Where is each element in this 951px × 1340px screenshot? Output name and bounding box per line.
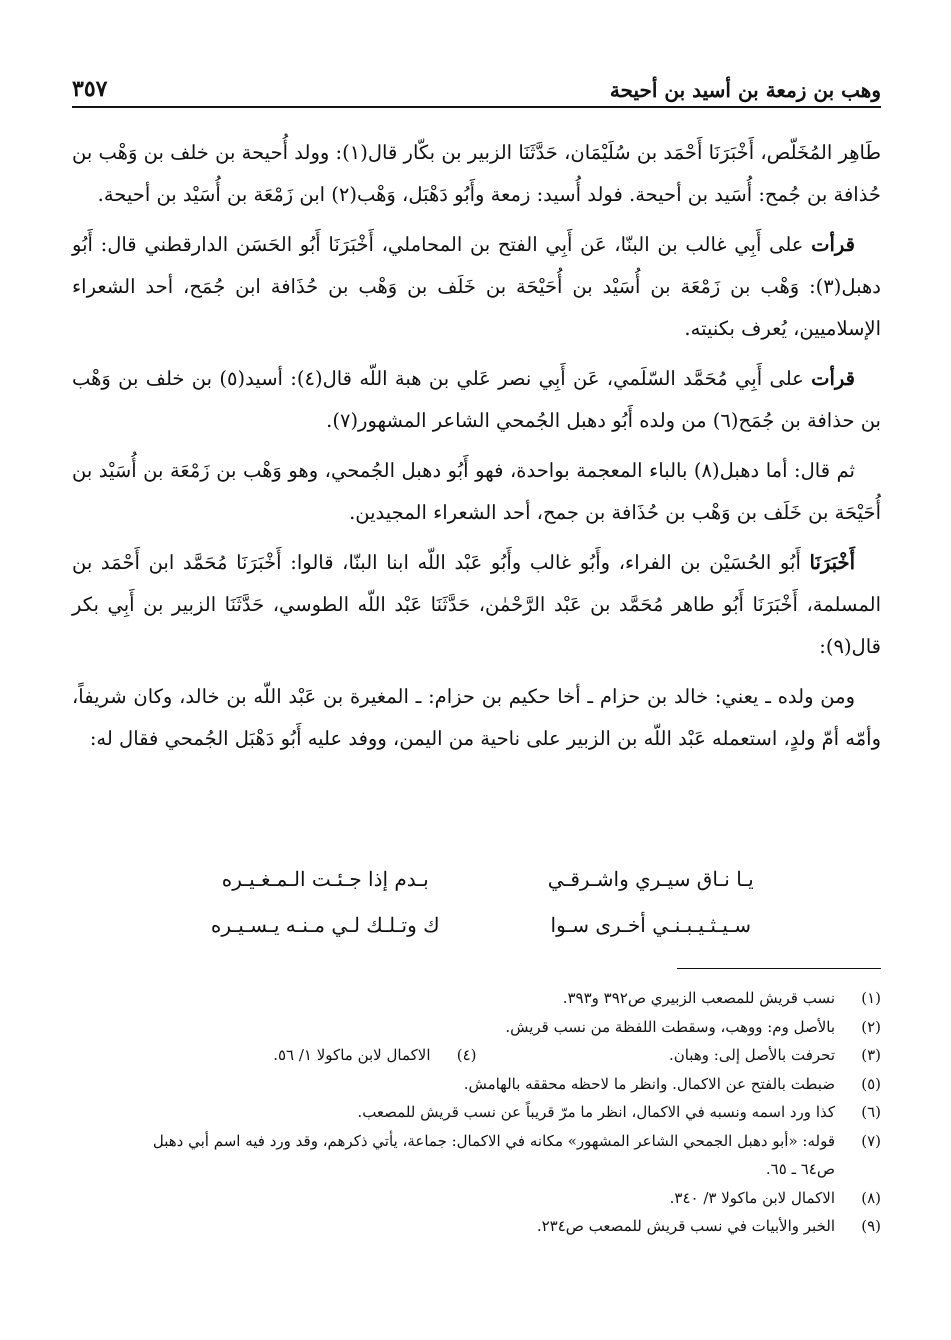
footnote-number: (٤): [456, 1046, 477, 1064]
footnote-number: (٧): [861, 1131, 881, 1150]
footnote: [477, 1041, 882, 1070]
footnote-number: (٩): [861, 1217, 881, 1235]
footnote-text: كذا ورد اسمه ونسبه في الاكمال، انظر ما مرّ قريباً عن نسب قريش للمصعب.: [357, 1103, 835, 1121]
footnote-number: (٥): [861, 1074, 881, 1093]
paragraph-text: على أَبِي غالب بن البنّا، عَن أَبِي الفتح بن المحاملي، أَخْبَرَنَا أَبُو الحَسَن الدارقطني قال: أَبُو دهبل(٣): وَهْب بن زَمْعَة بن أُسَيْد بن أُحَيْحَة بن خَلَف بن وَهْب بن حُذَافة ابن جُمَح، أحد الشعراء الإسلاميين، يُعرف بكنيته.: [72, 233, 881, 340]
footnote: [72, 1098, 881, 1127]
footnote-text: الاكمال لابن ماكولا ١/ ٥٦.: [273, 1046, 431, 1064]
footnote-text: الخبر والأبيات في نسب قريش للمصعب ص٢٣٤.: [536, 1217, 835, 1235]
paragraph-text: ثم قال: أما دهبل(٨) بالباء المعجمة بواحدة، فهو أَبُو دهبل الجُمحي، وهو وَهْب بن زَمْعَة بن أُسَيْد بن أُحَيْحَة بن خَلَف بن وَهْب بن حُذَافة بن جمح، أحد الشعراء المجيدين.: [72, 459, 881, 524]
main-text: [72, 132, 881, 768]
footnote-number: (٦): [861, 1103, 881, 1121]
footnote: [72, 1127, 881, 1156]
footnote: [72, 1013, 881, 1042]
paragraph-text: أَبُو الحُسَيْن بن الفراء، وأَبُو غالب وأَبُو عَبْد اللّه ابنا البنّا، قالوا: أَخْبَرَنَا مُحَمَّد ابن أَحْمَد بن المسلمة، أَخْبَرَنَا أَبُو طاهر مُحَمَّد بن عَبْد الرَّحْمٰن، حَدَّثَنَا عَبْد اللّه الطوسي، حَدَّثَنَا الزبير بن أَبِي بكر قال(٩):: [72, 551, 881, 658]
verse-line: [175, 856, 801, 902]
footnote-number: (٢): [861, 1017, 881, 1036]
paragraph: [72, 132, 881, 216]
paragraph-lead: قرأت: [811, 233, 855, 256]
footnote: [72, 1041, 477, 1070]
footnote-text: الاكمال لابن ماكولا ٣/ ٣٤٠.: [669, 1188, 835, 1207]
footnote: [72, 984, 881, 1013]
footnote-continuation: ص٦٤ ـ ٦٥.: [765, 1160, 835, 1178]
paragraph-text: على أَبِي مُحَمَّد السّلَمي، عَن أَبِي نصر عَلي بن هبة اللّه قال(٤): أسيد(٥) بن خلف بن وَهْب بن حذافة بن جُمَح(٦) من ولده أَبُو دهبل الجُمحي الشاعر المشهور(٧).: [72, 367, 881, 432]
paragraph: [72, 358, 881, 442]
footnote-number: (٣): [861, 1046, 881, 1064]
paragraph-lead: أَخْبَرَنَا: [809, 551, 855, 574]
verse-first-hemistich: سـيـثـيـبـنـي أخـرى سـوا: [550, 913, 751, 937]
paragraph: [72, 224, 881, 350]
verse-line: [175, 902, 801, 948]
paragraph: [72, 676, 881, 760]
paragraph: [72, 542, 881, 668]
footnote-text: تحرفت بالأصل إلى: وهبان.: [668, 1046, 835, 1064]
verse-second-hemistich: ك وتـلـك لـي مـنـه يـسـيـره: [210, 913, 440, 937]
footnote: [72, 1070, 881, 1099]
footnote-separator: [677, 968, 881, 969]
verse-second-hemistich: بـدم إذا جـئـت الـمـغـيـره: [221, 867, 429, 891]
footnote-number: (١): [861, 989, 881, 1007]
paragraph-text: ومن ولده ـ يعني: خالد بن حزام ـ أخا حكيم بن حزام: ـ المغيرة بن عَبْد اللّه بن خالد، وكان شريفاً، وأمّه أمّ ولدٍ، استعمله عَبْد اللّه بن الزبير على ناحية من اليمن، ووفد عليه أَبُو دَهْبَل الجُمحي فقال له:: [72, 685, 881, 750]
paragraph-text: طَاهِر المُخَلّص، أَخْبَرَنَا أَحْمَد بن سُلَيْمَان، حَدَّثَنَا الزبير بن بكّار قال(١): وولد أُحيحة بن خلف بن وَهْب بن حُذافة بن جُمح: أُسَيد بن أحيحة. فولد أُسيد: زمعة وأَبُو دَهْبَل، وَهْب(٢) ابن زَمْعَة بن أُسَيْد بن أحيحة.: [72, 141, 882, 206]
paragraph-lead: قرأت: [811, 367, 855, 390]
footnote-number: (٨): [861, 1188, 881, 1207]
page-header: [72, 62, 881, 108]
footnote-text: نسب قريش للمصعب الزبيري ص٣٩٢ و٣٩٣.: [562, 989, 835, 1007]
running-head: وهب بن زمعة بن أسيد بن أحيحة: [609, 78, 881, 102]
page-number: ٣٥٧: [72, 76, 108, 102]
footnote-text: ضبطت بالفتح عن الاكمال. وانظر ما لاحظه محققه بالهامش.: [463, 1074, 835, 1093]
footnote: [72, 1212, 881, 1241]
footnote-pair: [72, 1041, 881, 1070]
paragraph: [72, 450, 881, 534]
footnote-text: قوله: «أبو دهبل الجمحي الشاعر المشهور» مكانه في الاكمال: جماعة، يأتي ذكرهم، وقد ورد فيه اسم أبي دهبل: [152, 1131, 835, 1150]
footnotes: [72, 984, 881, 1241]
poem: [175, 856, 801, 948]
footnote-text: بالأصل وم: ووهب، وسقطت اللفظة من نسب قريش.: [505, 1017, 835, 1036]
footnote: [72, 1184, 881, 1213]
verse-first-hemistich: يـا نـاق سيـري واشـرقـي: [547, 867, 754, 891]
